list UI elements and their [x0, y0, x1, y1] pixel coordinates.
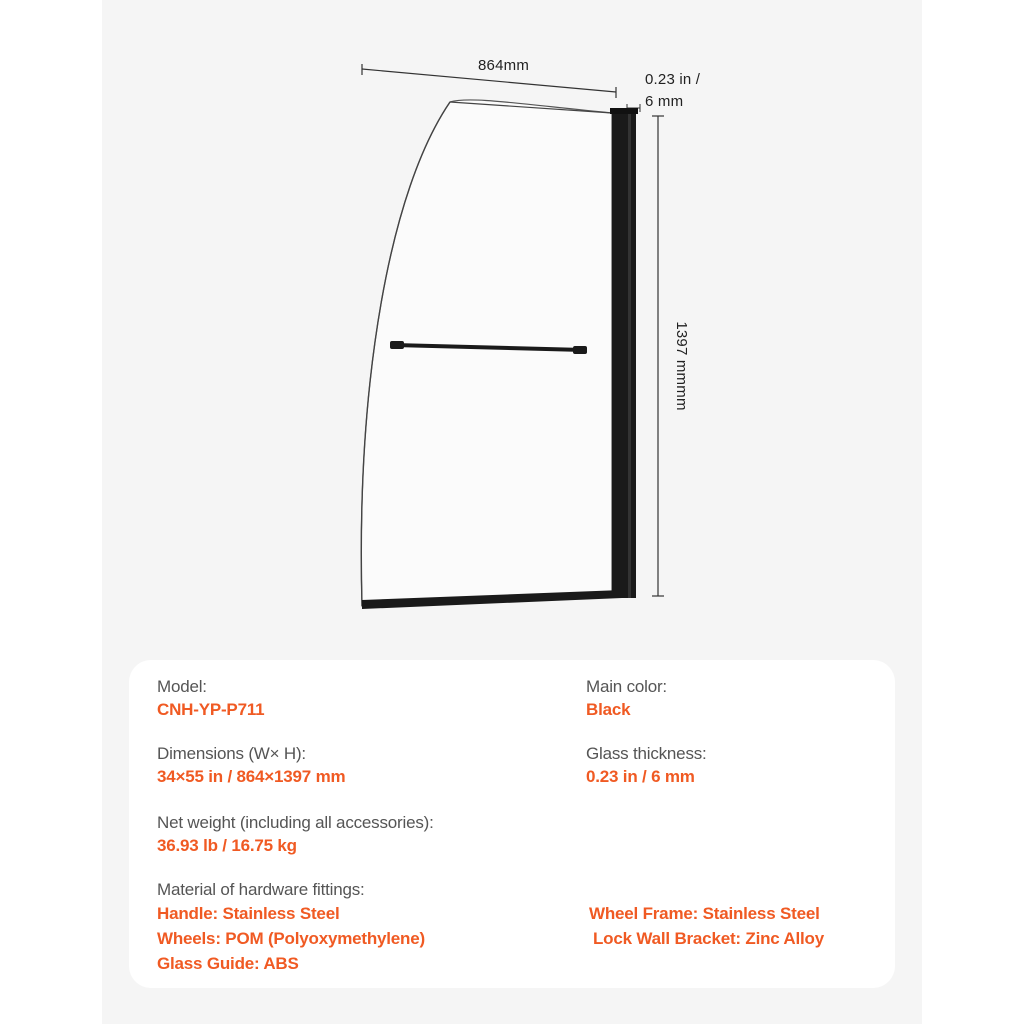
height-dimension-label: 1397 mmmm	[673, 321, 690, 411]
material-item-lock-wall-bracket: Lock Wall Bracket: Zinc Alloy	[593, 929, 824, 948]
main-color-value: Black	[586, 700, 631, 719]
thickness-dimension-label	[645, 69, 700, 113]
net-weight-label: Net weight (including all accessories):	[157, 813, 434, 832]
material-item-wheels: Wheels: POM (Polyoxymethylene)	[157, 929, 425, 948]
model-value: CNH-YP-P711	[157, 700, 265, 719]
dimensions-value: 34×55 in / 864×1397 mm	[157, 767, 346, 786]
material-label: Material of hardware fittings:	[157, 880, 365, 899]
material-item-wheel-frame: Wheel Frame: Stainless Steel	[589, 904, 820, 923]
glass-thickness-label: Glass thickness:	[586, 744, 707, 763]
main-color-label: Main color:	[586, 677, 667, 696]
thickness-line-2: 6 mm	[645, 93, 684, 110]
net-weight-value: 36.93 lb / 16.75 kg	[157, 836, 297, 855]
dimensions-label: Dimensions (W× H):	[157, 744, 306, 763]
width-dimension-label: 864mm	[478, 57, 530, 74]
material-item-glass-guide: Glass Guide: ABS	[157, 954, 299, 973]
material-item-handle: Handle: Stainless Steel	[157, 904, 340, 923]
wall-frame	[610, 108, 638, 598]
height-dimension-line	[652, 116, 664, 596]
thickness-line-1: 0.23 in /	[645, 71, 701, 88]
model-label: Model:	[157, 677, 207, 696]
glass-thickness-value: 0.23 in / 6 mm	[586, 767, 695, 786]
